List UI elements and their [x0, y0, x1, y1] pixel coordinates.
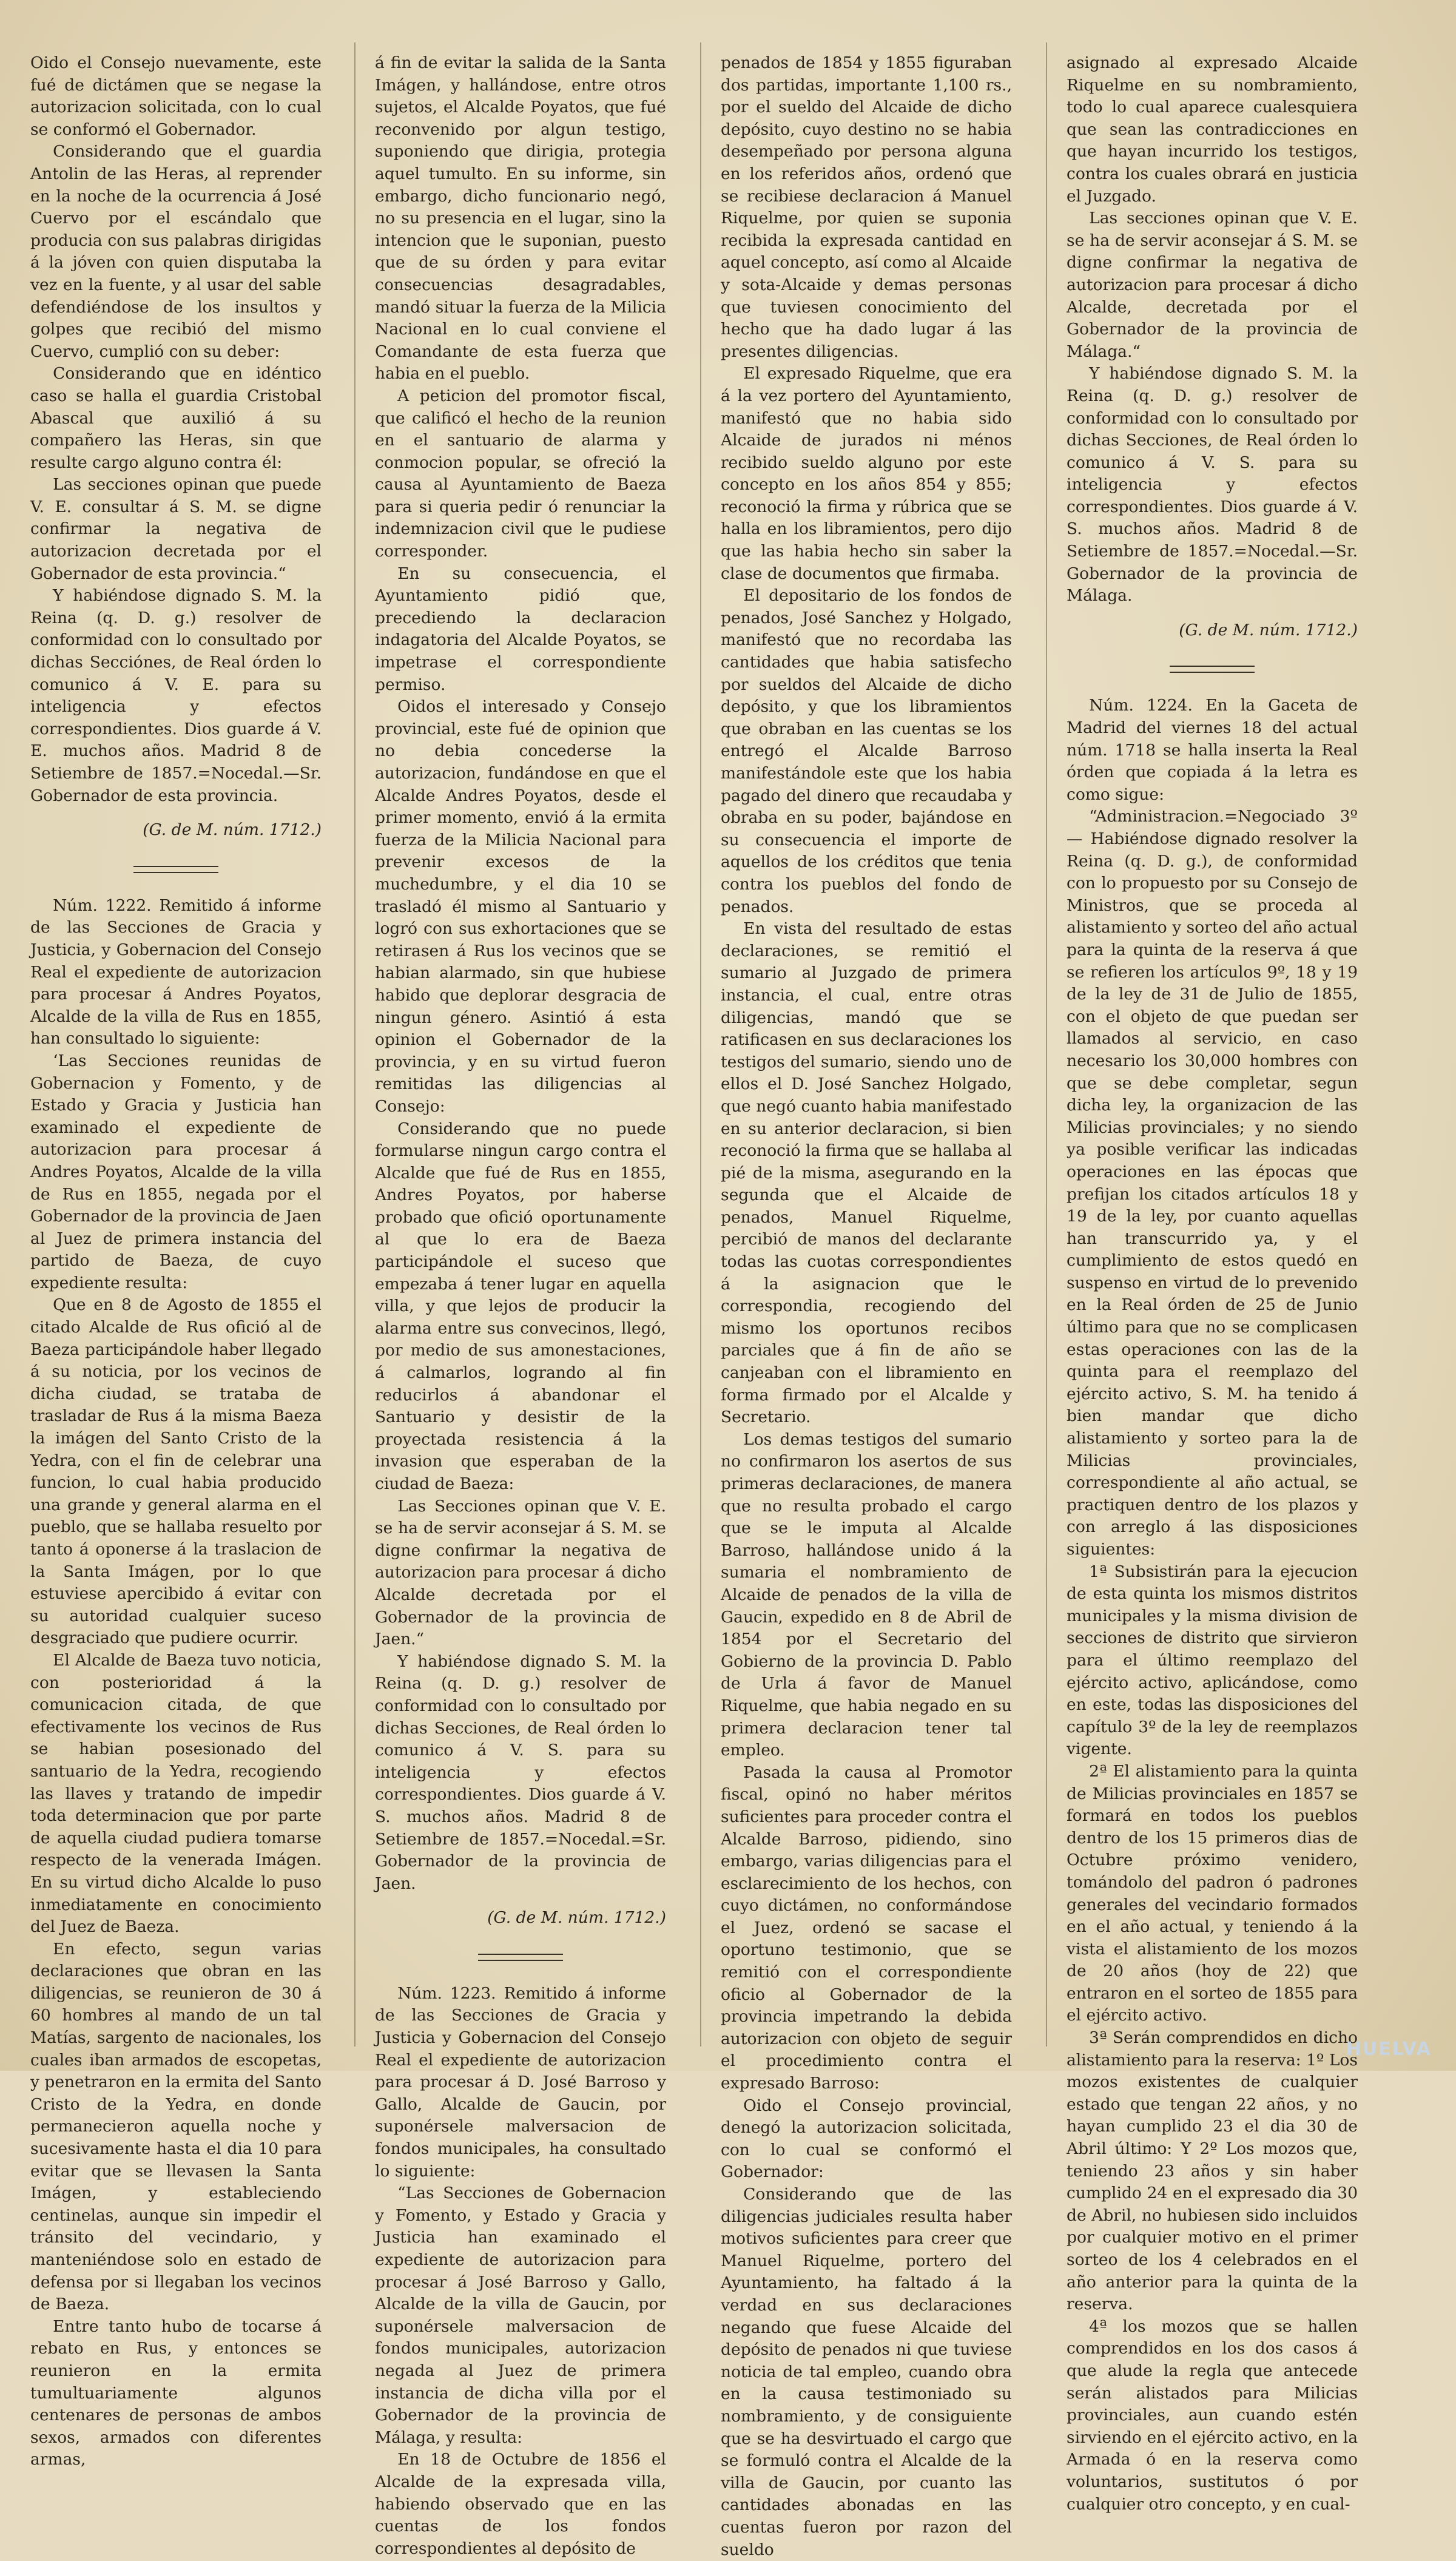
paragraph: “Las Secciones de Gobernacion y Fomento, y Estado y Gracia y Justicia han examinado el expediente de autorizacion para procesar á José Barroso y Gallo, Alcalde de la villa de Gaucin, por suponérsele malversacion de fondos municipales, autorizacion negada al Juez de primera instancia de dicha villa por el Gobernador de la provincia de Málaga, y resulta:: [375, 2184, 666, 2447]
paragraph: Oidos el interesado y Consejo provincial, este fué de opinion que no debia concederse la autorizacion, fundándose en que el Alcalde Andres Poyatos, desde el primer momento, envió á la ermita fuerza de la Milicia Nacional para prevenir excesos de la muchedumbre, y el dia 10 se trasladó él mismo al Santuario y logró con sus exhortaciones que se retirasen á Rus los vecinos que se habian alarmado, sin que hubiese habido que deplorar desgracia de ningun género. Asintió á esta opinion el Gobernador de la provincia, y en su virtud fueron remitidas las diligencias al Consejo:: [375, 697, 666, 1116]
paragraph: Núm. 1223. Remitido á informe de las Secciones de Gracia y Justicia y Gobernacion del Consejo Real el expediente de autorizacion para procesar á D. José Barroso y Gallo, Alcalde de Gaucin, por suponérsele malversacion de fondos municipales, ha consultado lo siguiente:: [375, 1983, 666, 2181]
paragraph: A peticion del promotor fiscal, que calificó el hecho de la reunion en el santuario de alarma y conmocion popular, se ofreció la causa al Ayuntamiento de Baeza para si queria pedir ó renunciar la indemnizacion civil que le pudiese corresponder.: [375, 386, 666, 561]
paragraph: 1ª Subsistirán para la ejecucion de esta quinta los mismos distritos municipales y la misma division de secciones de distrito que sirvieron para el último reemplazo del ejército activo, aplicándose, como en este, todas las disposiciones del capítulo 3º de la ley de reemplazos vigente.: [1067, 1562, 1358, 1759]
paragraph: El Alcalde de Baeza tuvo noticia, con posterioridad á la comunicacion citada, de que efectivamente los vecinos de Rus se habian posesionado del santuario de la Yedra, recogiendo las llaves y tratando de impedir toda determinacion que por parte de aquella ciudad pudiera tomarse respecto de la venerada Imágen. En su virtud dicho Alcalde lo puso inmediatamente en conocimiento del Juez de Baeza.: [30, 1650, 322, 1937]
section-separator: [133, 866, 218, 873]
paragraph: á fin de evitar la salida de la Santa Imágen, y hallándose, entre otros sujetos, el Alcalde Poyatos, que fué reconvenido por algun testigo, suponiendo que dirigia, protegia aquel tumulto. En su informe, sin embargo, dicho funcionario negó, no su presencia en el lugar, sino la intencion que le suponian, puesto que de su órden y para evitar consecuencias desagradables, mandó situar la fuerza de la Milicia Nacional en lo cual conviene el Comandante de esta fuerza que habia en el pueblo.: [375, 53, 666, 383]
paragraph: Oido el Consejo provincial, denegó la autorizacion solicitada, con lo cual se conformó el Gobernador:: [721, 2096, 1012, 2182]
column-divider: [354, 42, 356, 2046]
source-citation: (G. de M. núm. 1712.): [1179, 620, 1358, 639]
paragraph: Que en 8 de Agosto de 1855 el citado Alcalde de Rus ofició al de Baeza participándole haber llegado á su noticia, por los vecinos de dicha ciudad, se trataba de trasladar de Rus á la misma Baeza la imágen del Santo Cristo de la Yedra, con el fin de celebrar una funcion, lo cual habia producido una grande y general alarma en el pueblo, que se hallaba resuelto por tanto á oponerse á la traslacion de la Santa Imágen, por lo que estuviese apercibido á evitar con su autoridad cualquier suceso desgraciado que pudiere ocurrir.: [30, 1295, 322, 1648]
paragraph: Los demas testigos del sumario no confirmaron los asertos de sus primeras declaraciones, de manera que no resulta probado el cargo que se le imputa al Alcalde Barroso, hallándose unido á la sumaria el nombramiento de Alcaide de penados de la villa de Gaucin, expedido en 8 de Abril de 1854 por el Secretario del Gobierno de la provincia D. Pablo de Urla á favor de Manuel Riquelme, que habia negado en su primera declaracion tener tal empleo.: [721, 1429, 1012, 1760]
column-1: [30, 52, 322, 2469]
column-3: [721, 52, 1012, 2559]
section-separator: [478, 1954, 563, 1961]
section-separator: [1170, 666, 1255, 673]
paragraph: Y habiéndose dignado S. M. la Reina (q. D. g.) resolver de conformidad con lo consultado por dichas Secciones, de Real órden lo comunico á V. S. para su inteligencia y efectos correspondientes. Dios guarde á V. S. muchos años. Madrid 8 de Setiembre de 1857.=Nocedal.=Sr. Gobernador de la provincia de Jaen.: [375, 1652, 666, 1893]
paragraph: Las Secciones opinan que V. E. se ha de servir aconsejar á S. M. se digne confirmar la negativa de autorizacion para procesar á dicho Alcalde decretada por el Gobernador de la provincia de Jaen.“: [375, 1496, 666, 1649]
column-divider: [1046, 42, 1047, 2046]
paragraph: En vista del resultado de estas declaraciones, se remitió el sumario al Juzgado de primera instancia, el cual, entre otras diligencias, mandó que se ratificasen en sus declaraciones los testigos del sumario, siendo uno de ellos el D. José Sanchez Holgado, que negó cuanto habia manifestado en su anterior declaracion, si bien reconoció la firma que se hallaba al pié de la misma, asegurando en la segunda que el Alcaide de penados, Manuel Riquelme, percibió de manos del declarante todas las cuotas correspondientes á la asignacion que le correspondia, recogiendo del mismo los oportunos recibos parciales que á fin de año se canjeaban con el libramiento en forma firmado por el Alcalde y Secretario.: [721, 919, 1012, 1427]
paragraph: Pasada la causa al Promotor fiscal, opinó no haber méritos suficientes para proceder contra el Alcalde Barroso, pidiendo, sino embargo, varias diligencias para el esclarecimiento de los hechos, con cuyo dictámen, no conformándose el Juez, ordenó se sacase el oportuno testimonio, que se remitió con el correspondiente oficio al Gobernador de la provincia impetrando la debida autorizacion con objeto de seguir el procedimiento contra el expresado Barroso:: [721, 1763, 1012, 2093]
paragraph: Y habiéndose dignado S. M. la Reina (q. D. g.) resolver de conformidad con lo consultado por dichas Secciones, de Real órden lo comunico á V. S. para su inteligencia y efectos correspondientes. Dios guarde á V. S. muchos años. Madrid 8 de Setiembre de 1857.=Nocedal.—Sr. Gobernador de la provincia de Málaga.: [1067, 364, 1358, 606]
paragraph: Considerando que el guardia Antolin de las Heras, al reprender en la noche de la ocurrencia á José Cuervo por el escándalo que producia con sus palabras dirigidas á la jóven con quien disputaba la vez en la fuente, y al usar del sable defendiéndose de los insultos y golpes que recibió del mismo Cuervo, cumplió con su deber:: [30, 142, 322, 361]
source-citation: (G. de M. núm. 1712.): [143, 820, 322, 840]
column-2: [375, 52, 666, 2558]
paragraph: Considerando que en idéntico caso se halla el guardia Cristobal Abascal que auxilió á su compañero las Heras, sin que resulte cargo alguno contra él:: [30, 364, 322, 472]
paragraph: Entre tanto hubo de tocarse á rebato en Rus, y entonces se reunieron en la ermita tumultuariamente algunos centenares de personas de ambos sexos, armados con diferentes armas,: [30, 2316, 322, 2469]
paragraph: Oido el Consejo nuevamente, este fué de dictámen que se negase la autorizacion solicitada, con lo cual se conformó el Gobernador.: [30, 53, 322, 139]
paragraph: El depositario de los fondos de penados, José Sanchez y Holgado, manifestó que no recordaba las cantidades que habia satisfecho por sueldos del Alcaide de dicho depósito, y que los libramientos que obraban en las cuentas se los entregó el Alcalde Barroso manifestándole este que los habia pagado del dinero que recaudaba y obraba en su poder, bajándose en su consecuencia el importe de aquellos de los créditos que tenia contra los pueblos del fondo de penados.: [721, 586, 1012, 916]
archive-watermark: HUELVA: [1346, 2039, 1432, 2060]
paragraph: Y habiéndose dignado S. M. la Reina (q. D. g.) resolver de conformidad con lo consultado por dichas Secciónes, de Real órden lo comunico á V. E. para su inteligencia y efectos correspondientes. Dios guarde á V. E. muchos años. Madrid 8 de Setiembre de 1857.=Nocedal.—Sr. Gobernador de esta provincia.: [30, 586, 322, 805]
paragraph: En su consecuencia, el Ayuntamiento pidió que, precediendo la declaracion indagatoria del Alcalde Poyatos, se impetrase el correspondiente permiso.: [375, 564, 666, 694]
source-citation: (G. de M. núm. 1712.): [487, 1908, 666, 1928]
paragraph: Núm. 1224. En la Gaceta de Madrid del viernes 18 del actual núm. 1718 se halla inserta la Real órden que copiada á la letra es como sigue:: [1067, 696, 1358, 804]
column-divider: [700, 42, 701, 2046]
paragraph: En 18 de Octubre de 1856 el Alcalde de la expresada villa, habiendo observado que en las cuentas de los fondos correspondientes al depósito de: [375, 2450, 666, 2558]
paragraph: 2ª El alistamiento para la quinta de Milicias provinciales en 1857 se formará en todos los pueblos dentro de los 15 primeros dias de Octubre próximo venidero, tomándolo del padron ó padrones generales del vecindario formados en el año actual, y teniendo á la vista el alistamiento de los mozos de 20 años (hoy de 22) que entraron en el sorteo de 1855 para el ejército activo.: [1067, 1761, 1358, 2025]
paragraph: “Administracion.=Negociado 3º— Habiéndose dignado resolver la Reina (q. D. g.), de conformidad con lo propuesto por su Consejo de Ministros, que se proceda al alistamiento y sorteo del año actual para la quinta de la reserva á que se refieren los artículos 9º, 18 y 19 de la ley de 31 de Julio de 1855, con el objeto de que puedan ser llamados al servicio, en caso necesario los 30,000 hombres con que se debe completar, segun dicha ley, la organizacion de las Milicias provinciales; y no siendo ya posible verificar las indicadas operaciones en las épocas que prefijan los citados artículos 18 y 19 de la ley, por cuanto aquellas han transcurrido ya, y el cumplimiento de estos quedó en suspenso en virtud de lo prevenido en la Real órden de 25 de Junio último para que no se complicasen estas operaciones con las de la quinta para el reemplazo del ejército activo, S. M. ha tenido á bien mandar que dicho alistamiento y sorteo para la de Milicias provinciales, correspondiente al año actual, se practiquen dentro de los plazos y con arreglo á las disposiciones siguientes:: [1067, 807, 1358, 1559]
paragraph: Considerando que no puede formularse ningun cargo contra el Alcalde que fué de Rus en 1855, Andres Poyatos, por haberse probado que ofició oportunamente al que lo era de Baeza participándole el suceso que empezaba á tener lugar en aquella villa, y que lejos de producir la alarma entre sus convecinos, llegó, por medio de sus amonestaciones, á calmarlos, logrando al fin reducirlos á abandonar el Santuario y desistir de la proyectada resistencia á la invasion que esperaban de la ciudad de Baeza:: [375, 1119, 666, 1493]
paragraph: El expresado Riquelme, que era á la vez portero del Ayuntamiento, manifestó que no habia sido Alcaide de jurados ni ménos recibido sueldo alguno por este concepto en los años 854 y 855; reconoció la firma y rúbrica que se halla en los libramientos, pero dijo que las habia hecho sin saber la clase de documentos que firmaba.: [721, 364, 1012, 583]
paragraph: En efecto, segun varias declaraciones que obran en las diligencias, se reunieron de 30 á 60 hombres al mando de un tal Matías, sargento de nacionales, los cuales iban armados de escopetas, y penetraron en la ermita del Santo Cristo de la Yedra, en donde permanecieron aquella noche y sucesivamente hasta el dia 10 para evitar que se llevasen la Santa Imágen, y estableciendo centinelas, aunque sin impedir el tránsito del vecindario, y manteniéndose solo en estado de defensa por si llegaban los vecinos de Baeza.: [30, 1939, 322, 2314]
column-4: [1067, 52, 1358, 2514]
paragraph: Núm. 1222. Remitido á informe de las Secciones de Gracia y Justicia, y Gobernacion del Consejo Real el expediente de autorizacion para procesar á Andres Poyatos, Alcalde de la villa de Rus en 1855, han consultado lo siguiente:: [30, 896, 322, 1048]
paragraph: Las secciones opinan que puede V. E. consultar á S. M. se digne confirmar la negativa de autorizacion decretada por el Gobernador de esta provincia.“: [30, 475, 322, 583]
paragraph: Las secciones opinan que V. E. se ha de servir aconsejar á S. M. se digne confirmar la negativa de autorizacion para procesar á dicho Alcalde, decretada por el Gobernador de la provincia de Málaga.“: [1067, 209, 1358, 361]
paragraph: penados de 1854 y 1855 figuraban dos partidas, importante 1,100 rs., por el sueldo del Alcaide de dicho depósito, cuyo destino no se habia desempeñado por persona alguna en los referidos años, ordenó que se recibiese declaracion á Manuel Riquelme, por quien se suponia recibida la expresada cantidad en aquel concepto, así como al Alcaide y sota-Alcaide y demas personas que tuviesen conocimiento del hecho que ha dado lugar á las presentes diligencias.: [721, 53, 1012, 361]
paragraph: 3ª Serán comprendidos en dicho alistamiento para la reserva: 1º Los mozos existentes de cualquier estado que tengan 22 años, y no hayan cumplido 23 el dia 30 de Abril último: Y 2º Los mozos que, teniendo 23 años y sin haber cumplido 24 en el expresado dia 30 de Abril, no hubiesen sido incluidos por cualquier motivo en el primer sorteo de los 4 celebrados en el año anterior para la quinta de la reserva.: [1067, 2028, 1358, 2314]
paragraph: ‘Las Secciones reunidas de Gobernacion y Fomento, y de Estado y Gracia y Justicia han examinado el expediente de autorizacion para procesar á Andres Poyatos, Alcalde de la villa de Rus en 1855, negada por el Gobernador de la provincia de Jaen al Juez de primera instancia del partido de Baeza, de cuyo expediente resulta:: [30, 1051, 322, 1292]
paragraph: 4ª los mozos que se hallen comprendidos en los dos casos á que alude la regla que antecede serán alistados para Milicias provinciales, aun cuando estén sirviendo en el ejército activo, en la Armada ó en la reserva como voluntarios, sustitutos ó por cualquier otro concepto, y en cual-: [1067, 2316, 1358, 2514]
paragraph: Considerando que de las diligencias judiciales resulta haber motivos suficientes para creer que Manuel Riquelme, portero del Ayuntamiento, ha faltado á la verdad en sus declaraciones negando que fuese Alcaide del depósito de penados ni que tuviese noticia de tal empleo, cuando obra en la causa testimoniado su nombramiento, y de consiguiente que se ha desvirtuado el cargo que se formuló contra el Alcalde de la villa de Gaucin, por cuanto las cantidades abonadas en las cuentas fueron por razon del sueldo: [721, 2185, 1012, 2559]
paragraph: asignado al expresado Alcaide Riquelme en su nombramiento, todo lo cual aparece cualesquiera que sean las contradicciones en que hayan incurrido los testigos, contra los cuales obrará en justicia el Juzgado.: [1067, 53, 1358, 206]
